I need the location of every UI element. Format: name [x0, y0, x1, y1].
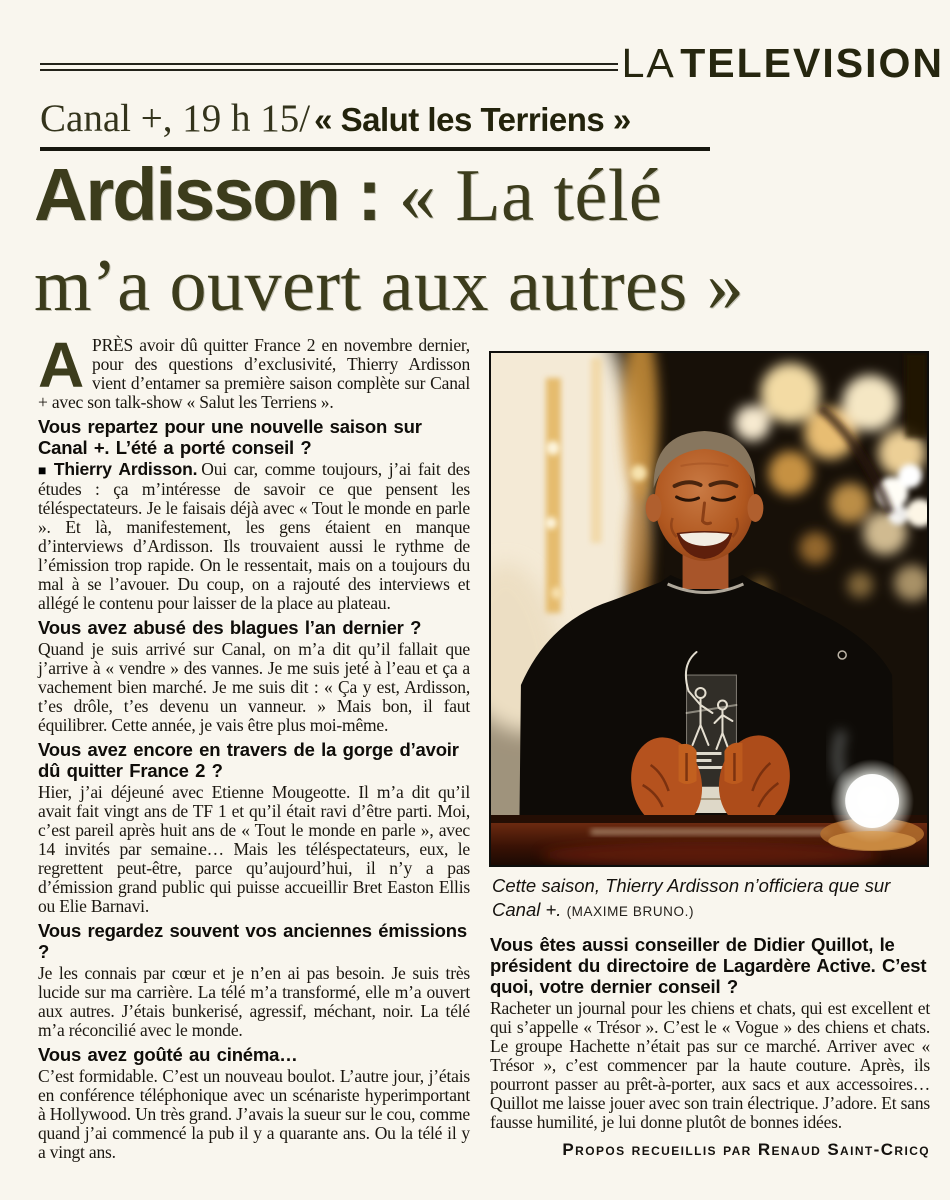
question-4: Vous regardez souvent vos anciennes émissions ? [38, 920, 467, 962]
question-1: Vous repartez pour une nouvelle saison sur Canal +. L’été a porté conseil ? [38, 416, 422, 458]
answer-3: Hier, j’ai déjeuné avec Etienne Mougeotte. Il m’a dit qu’il avait fait vingt ans de TF 1 et qu’il était ravi d’être parti. Moi, c’est pareil après huit ans de « Tout le monde en parle », avec 14 invités par semaine… Mais les téléspectateurs, eux, le regrettent peut-être, parce qu’aujourd’hui, il n’y a pas d’émission grand public qui puisse accueillir Bret Easton Ellis ou Elie Barnavi. [38, 782, 470, 916]
column-right [490, 930, 930, 1160]
byline: Propos recueillis par Renaud Saint-Cricq [562, 1140, 930, 1159]
answer-5: C’est formidable. C’est un nouveau boulot. L’autre jour, j’étais en conférence téléphonique avec un scénariste hyperimportant à Hollywood. Un très grand. J’avais la sueur sur le cou, comme quand j’ai commencé la pub il y a quarante ans. Ou la télé il y a vingt ans. [38, 1066, 470, 1162]
answer-1-speaker: Thierry Ardisson. [53, 459, 198, 479]
photo-caption [492, 874, 928, 924]
section-title-bold: TELEVISION [680, 40, 944, 86]
column-left [38, 329, 470, 1164]
answer-1 [38, 460, 470, 613]
article-photo [489, 351, 929, 867]
answer-1-text: Oui car, comme toujours, j’ai fait des études : ça m’intéresse de savoir ce que pensent les téléspectateurs. Je le faisais déjà avec « Tout le monde en parle ». Et là, manifestement, les gens étaient en manque d’interviews d’Ardisson. Ils trouvaient aussi le rythme de l’émission trop rapide. On le ressentait, mais on a toujours du mal à se l’avouer. Du coup, on a rajouté des interviews et allégé le contenu pour laisser de la place au plateau. [38, 459, 470, 613]
square-bullet-icon: ■ [38, 462, 49, 478]
question-3: Vous avez encore en travers de la gorge d’avoir dû quitter France 2 ? [38, 739, 459, 781]
answer-4: Je les connais par cœur et je n’en ai pas besoin. Je suis très lucide sur ma carrière. La télé m’a transformé, elle m’a ouvert aux autres. J’étais bunkerisé, agressif, méchant, noir. La télé m’a réconcilié avec le monde. [38, 963, 470, 1040]
answer-2: Quand je suis arrivé sur Canal, on m’a dit qu’il fallait que j’arrive à « vendre » des vannes. Je me suis jeté à l’eau et ça a vachement bien marché. Je me suis dit : « Ça y est, Ardisson, t’es drôle, t’es devenu un vanneur. » Mais bon, il faut équilibrer. Cette année, je vais être plus moi-même. [38, 639, 470, 735]
question-5: Vous avez goûté au cinéma… [38, 1044, 298, 1065]
section-title [622, 40, 944, 87]
lead-paragraph [38, 329, 470, 412]
kicker-program: Canal +, 19 h 15/ [40, 97, 311, 140]
headline [34, 150, 934, 331]
headline-line2: m’a ouvert aux autres » [34, 245, 745, 327]
section-title-light: LA [621, 40, 676, 86]
lead-text: PRÈS avoir dû quitter France 2 en novembre dernier, pour des questions d’exclusivité, Thierry Ardisson vient d’entamer sa première saison complète sur Canal + avec son talk-show « Salut les Terriens ». [38, 335, 470, 412]
photo-illustration [491, 353, 927, 865]
section-rule [40, 63, 618, 71]
headline-name: Ardisson : [34, 153, 380, 236]
headline-quote-start: « La télé [379, 155, 663, 237]
kicker-show-title: « Salut les Terriens » [314, 101, 631, 138]
photo-credit: (MAXIME BRUNO.) [566, 904, 695, 919]
caption-text: Cette saison, Thierry Ardisson n’officiera que sur Canal +. [492, 875, 891, 920]
dropcap: A [38, 329, 85, 401]
kicker [40, 96, 631, 141]
question-2: Vous avez abusé des blagues l’an dernier ? [38, 617, 422, 638]
answer-6: Racheter un journal pour les chiens et chats, qui est excellent et qui s’appelle « Trésor ». C’est le « Vogue » des chiens et chats. Le groupe Hachette n’était pas sur ce marché. Arriver avec « Trésor », c’est commencer par la haute couture. Après, ils pourront passer au prêt-à-porter, aux sacs et aux accessoires… Quillot me laisse jouer avec son train électrique. J’adore. Et sans fausse humilité, je lui donne plutôt de bonnes idées. [490, 998, 930, 1132]
question-6: Vous êtes aussi conseiller de Didier Quillot, le président du directoire de Lagardère Active. C’est quoi, votre dernier conseil ? [490, 934, 927, 997]
